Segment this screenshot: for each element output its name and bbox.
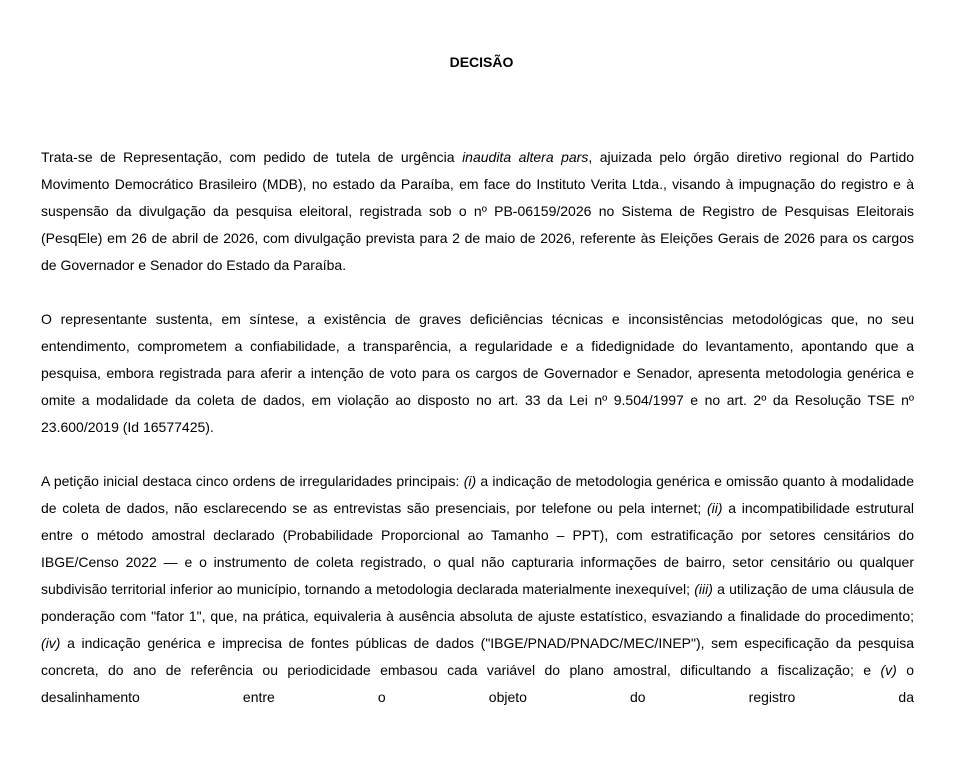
document-body bbox=[41, 144, 914, 738]
italic-text-segment: (v) bbox=[880, 662, 897, 678]
italic-text-segment: (ii) bbox=[706, 500, 723, 516]
paragraph-arguments bbox=[41, 306, 914, 441]
paragraph-summary bbox=[41, 144, 914, 279]
text-segment: a utilização de uma cláusula de ponderação com "fator 1", que, na prática, equivaleria à ausência absoluta de ajuste estatístico, esvaziando a finalidade do procedimento; bbox=[41, 581, 914, 624]
text-segment: A petição inicial destaca cinco ordens de irregularidades principais: bbox=[41, 473, 464, 489]
text-segment: , ajuizada pelo órgão diretivo regional do Partido Movimento Democrático Brasileiro (MDB), no estado da Paraíba, em face do Instituto Verita Ltda., visando à impugnação do registro e à suspensão da divulgação da pesquisa eleitoral, registrada sob o nº PB-06159/2026 no Sistema de Registro de Pesquisas Eleitorais (PesqEle) em 26 de abril de 2026, com divulgação prevista para 2 de maio de 2026, referente às Eleições Gerais de 2026 para os cargos de Governador e Senador do Estado da Paraíba. bbox=[41, 149, 915, 273]
italic-text-segment: (iv) bbox=[41, 635, 61, 651]
italic-text-segment: (iii) bbox=[694, 581, 713, 597]
text-segment: a indicação genérica e imprecisa de fontes públicas de dados ("IBGE/PNAD/PNADC/MEC/INEP"), sem especificação da pesquisa concreta, do ano de referência ou periodicidade embasou cada variável do plano amostral, dificultando a fiscalização; e bbox=[41, 635, 914, 678]
text-segment: a incompatibilidade estrutural entre o método amostral declarado (Probabilidade Proporcional ao Tamanho – PPT), com estratificação por setores censitários do IBGE/Censo 2022 — e o instrumento de coleta registrado, o qual não capturaria informações de bairro, setor censitário ou qualquer subdivisão territorial inferior ao município, tornando a metodologia declarada materialmente inexequível; bbox=[41, 500, 914, 597]
text-segment: Trata-se de Representação, com pedido de tutela de urgência bbox=[41, 149, 463, 165]
text-segment: O representante sustenta, em síntese, a existência de graves deficiências técnicas e inconsistências metodológicas que, no seu entendimento, comprometem a confiabilidade, a transparência, a regularidade e a fidedignidade do levantamento, apontando que a pesquisa, embora registrada para aferir a intenção de voto para os cargos de Governador e Senador, apresenta metodologia genérica e omite a modalidade da coleta de dados, em violação ao disposto no art. 33 da Lei nº 9.504/1997 e no art. 2º da Resolução TSE nº 23.600/2019 (Id 16577425). bbox=[41, 311, 914, 435]
italic-text-segment: (i) bbox=[463, 473, 477, 489]
text-segment: o desalinhamento entre o objeto do registro da bbox=[41, 662, 914, 705]
document-title: DECISÃO bbox=[449, 54, 514, 70]
text-segment: a indicação de metodologia genérica e omissão quanto à modalidade de coleta de dados, não esclarecendo se as entrevistas são presenciais, por telefone ou pela internet; bbox=[41, 473, 914, 516]
italic-text-segment: inaudita altera pars bbox=[462, 149, 589, 165]
paragraph-irregularities bbox=[41, 468, 914, 711]
